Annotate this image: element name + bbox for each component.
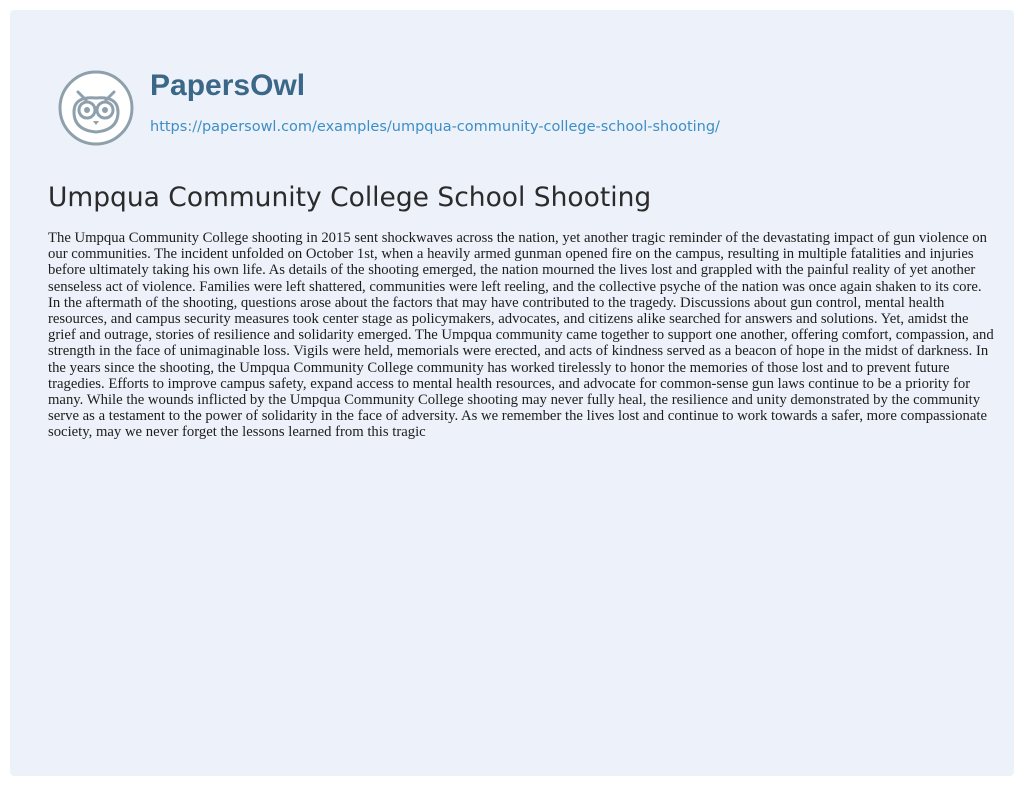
document-page bbox=[10, 10, 1014, 776]
article-title: Umpqua Community College School Shooting bbox=[48, 182, 652, 213]
source-url-link[interactable]: https://papersowl.com/examples/umpqua-community-college-school-shooting/ bbox=[150, 119, 720, 135]
owl-logo-icon bbox=[58, 70, 134, 146]
article-body: The Umpqua Community College shooting in 2015 sent shockwaves across the nation, yet another tragic reminder of the devastating impact of gun violence on our communities. The incident unfolded on October 1st, when a heavily armed gunman opened fire on the campus, resulting in multiple fatalities and injuries before ultimately taking his own life. As details of the shooting emerged, the nation mourned the lives lost and grappled with the painful reality of yet another senseless act of violence. Families were left shattered, communities were left reeling, and the collective psyche of the nation was once again shaken to its core. In the aftermath of the shooting, questions arose about the factors that may have contributed to the tragedy. Discussions about gun control, mental health resources, and campus security measures took center stage as policymakers, advocates, and citizens alike searched for answers and solutions. Yet, amidst the grief and outrage, stories of resilience and solidarity emerged. The Umpqua community came together to support one another, offering comfort, compassion, and strength in the face of unimaginable loss. Vigils were held, memorials were erected, and acts of kindness served as a beacon of hope in the midst of darkness. In the years since the shooting, the Umpqua Community College community has worked tirelessly to honor the memories of those lost and to prevent future tragedies. Efforts to improve campus safety, expand access to mental health resources, and advocate for common-sense gun laws continue to be a priority for many. While the wounds inflicted by the Umpqua Community College shooting may never fully heal, the resilience and unity demonstrated by the community serve as a testament to the power of solidarity in the face of adversity. As we remember the lives lost and continue to work towards a safer, more compassionate society, may we never forget the lessons learned from this tragic bbox=[48, 230, 994, 441]
brand-name: PapersOwl bbox=[150, 69, 306, 102]
header bbox=[58, 68, 998, 148]
